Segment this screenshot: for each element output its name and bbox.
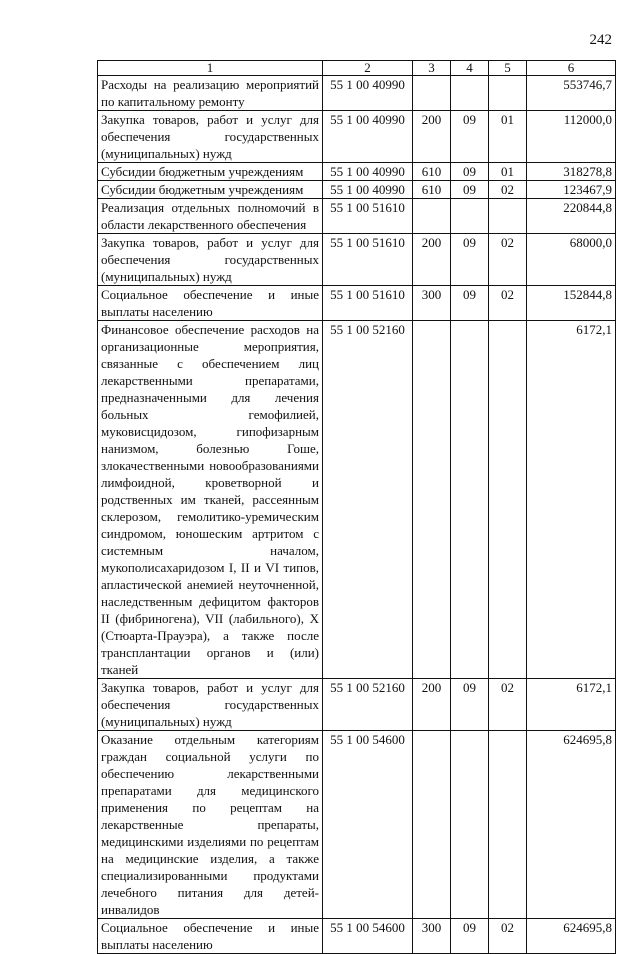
- row-vr: 300: [413, 286, 451, 321]
- row-rz: 09: [451, 286, 489, 321]
- table-row: [98, 111, 616, 163]
- row-pr: [489, 76, 527, 111]
- row-code: 55 1 00 51610: [323, 286, 413, 321]
- row-vr: 610: [413, 181, 451, 199]
- table-row: [98, 321, 616, 679]
- row-rz: [451, 321, 489, 679]
- row-name: Социальное обеспечение и иные выплаты населению: [98, 919, 323, 954]
- row-rz: 09: [451, 111, 489, 163]
- header-col-1: 1: [98, 61, 323, 76]
- row-code: 55 1 00 40990: [323, 111, 413, 163]
- table-row: [98, 731, 616, 919]
- row-amount: 112000,0: [527, 111, 616, 163]
- row-pr: 02: [489, 679, 527, 731]
- page-number: 242: [589, 32, 612, 48]
- row-code: 55 1 00 40990: [323, 163, 413, 181]
- row-vr: 610: [413, 163, 451, 181]
- row-pr: 02: [489, 234, 527, 286]
- row-amount: 624695,8: [527, 919, 616, 954]
- row-amount: 318278,8: [527, 163, 616, 181]
- row-rz: 09: [451, 679, 489, 731]
- row-code: 55 1 00 40990: [323, 76, 413, 111]
- row-pr: 01: [489, 163, 527, 181]
- table-row: [98, 679, 616, 731]
- row-vr: [413, 76, 451, 111]
- row-amount: 6172,1: [527, 321, 616, 679]
- row-code: 55 1 00 51610: [323, 234, 413, 286]
- row-name: Финансовое обеспечение расходов на организационные мероприятия, связанные с обеспечением лиц лекарственными препаратами, предназначенными для лечения больных гемофилией, муковисцидозом, гипофизарным нанизмом, болезнью Гоше, злокачественными новообразованиями лимфоидной, кроветворной и родственных им тканей, рассеянным склерозом, гемолитико-уремическим синдромом, юношеским артритом с системным началом, мукополисахаридозом I, II и VI типов, апластической анемией неуточненной, наследственным дефицитом факторов II (фибриногена), VII (лабильного), X (Стюарта-Прауэра), а также после трансплантации органов и (или) тканей: [98, 321, 323, 679]
- row-name: Закупка товаров, работ и услуг для обеспечения государственных (муниципальных) нужд: [98, 111, 323, 163]
- table-row: [98, 919, 616, 954]
- row-vr: 300: [413, 919, 451, 954]
- header-row: [98, 61, 616, 76]
- table-row: [98, 199, 616, 234]
- row-rz: 09: [451, 234, 489, 286]
- row-amount: 152844,8: [527, 286, 616, 321]
- budget-table: [97, 60, 616, 954]
- row-amount: 68000,0: [527, 234, 616, 286]
- row-rz: [451, 76, 489, 111]
- row-vr: [413, 731, 451, 919]
- row-pr: [489, 731, 527, 919]
- row-name: Субсидии бюджетным учреждениям: [98, 163, 323, 181]
- header-col-5: 5: [489, 61, 527, 76]
- header-col-6: 6: [527, 61, 616, 76]
- row-vr: 200: [413, 234, 451, 286]
- table-row: [98, 234, 616, 286]
- header-col-2: 2: [323, 61, 413, 76]
- row-rz: 09: [451, 163, 489, 181]
- row-pr: 02: [489, 286, 527, 321]
- table-row: [98, 181, 616, 199]
- row-vr: [413, 321, 451, 679]
- row-name: Субсидии бюджетным учреждениям: [98, 181, 323, 199]
- row-vr: [413, 199, 451, 234]
- row-amount: 123467,9: [527, 181, 616, 199]
- table-row: [98, 286, 616, 321]
- row-pr: [489, 199, 527, 234]
- row-code: 55 1 00 52160: [323, 679, 413, 731]
- row-amount: 553746,7: [527, 76, 616, 111]
- header-col-4: 4: [451, 61, 489, 76]
- row-amount: 6172,1: [527, 679, 616, 731]
- row-amount: 624695,8: [527, 731, 616, 919]
- table-row: [98, 163, 616, 181]
- row-amount: 220844,8: [527, 199, 616, 234]
- row-name: Расходы на реализацию мероприятий по капитальному ремонту: [98, 76, 323, 111]
- row-rz: [451, 199, 489, 234]
- row-code: 55 1 00 40990: [323, 181, 413, 199]
- header-col-3: 3: [413, 61, 451, 76]
- row-pr: 02: [489, 181, 527, 199]
- row-name: Оказание отдельным категориям граждан социальной услуги по обеспечению лекарственными препаратами для медицинского применения по рецептам на лекарственные препараты, медицинскими изделиями по рецептам на медицинские изделия, а также специализированными продуктами лечебного питания для детей-инвалидов: [98, 731, 323, 919]
- row-rz: 09: [451, 919, 489, 954]
- row-code: 55 1 00 51610: [323, 199, 413, 234]
- row-name: Закупка товаров, работ и услуг для обеспечения государственных (муниципальных) нужд: [98, 679, 323, 731]
- row-pr: [489, 321, 527, 679]
- row-code: 55 1 00 54600: [323, 919, 413, 954]
- row-vr: 200: [413, 111, 451, 163]
- row-code: 55 1 00 54600: [323, 731, 413, 919]
- row-name: Реализация отдельных полномочий в области лекарственного обеспечения: [98, 199, 323, 234]
- row-pr: 02: [489, 919, 527, 954]
- table-row: [98, 76, 616, 111]
- row-rz: 09: [451, 181, 489, 199]
- row-name: Закупка товаров, работ и услуг для обеспечения государственных (муниципальных) нужд: [98, 234, 323, 286]
- row-code: 55 1 00 52160: [323, 321, 413, 679]
- row-pr: 01: [489, 111, 527, 163]
- row-vr: 200: [413, 679, 451, 731]
- row-name: Социальное обеспечение и иные выплаты населению: [98, 286, 323, 321]
- row-rz: [451, 731, 489, 919]
